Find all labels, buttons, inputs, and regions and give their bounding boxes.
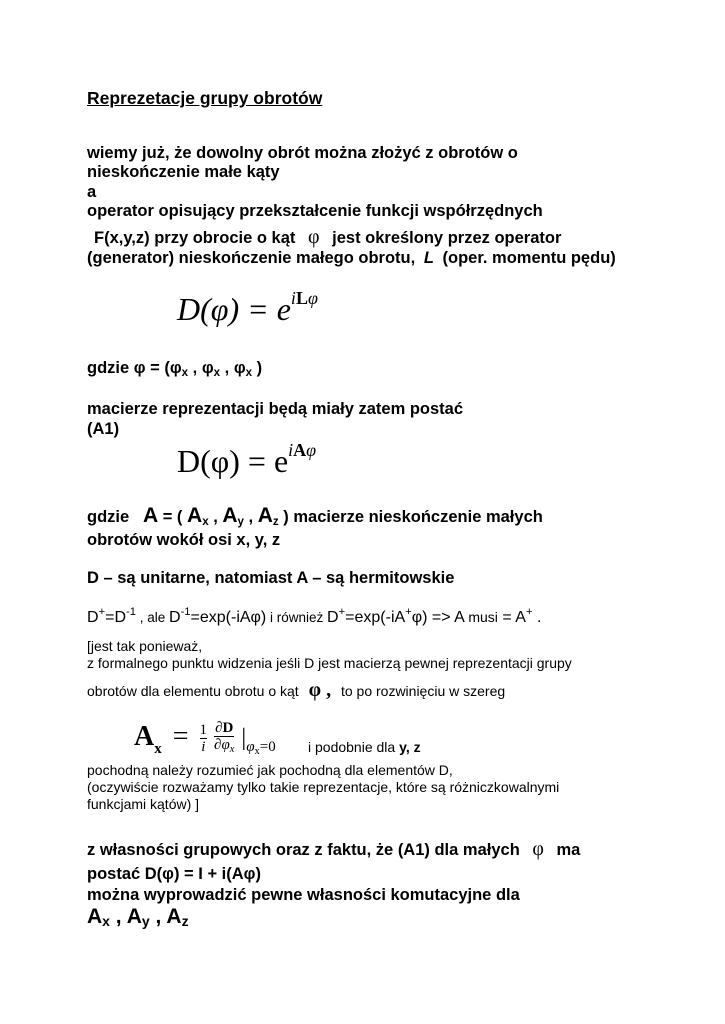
gdzie-A-line-2: obrotów wokół osi x, y, z <box>87 531 281 549</box>
phi-symbol: φ <box>308 226 320 248</box>
A-vector: A <box>142 504 159 527</box>
intro-line-1: wiemy już, że dowolny obrót można złożyć z obrotów o <box>87 144 518 162</box>
A-z-sub: z <box>272 516 279 528</box>
group-line-1 <box>87 839 580 860</box>
intro-line-4: operator opisujący przekształcenie funkcji współrzędnych <box>87 202 543 220</box>
note-line-2: z formalnego punktu widzenia jeśli D jest macierzą pewnej reprezentacji grupy <box>87 655 572 671</box>
gdzie-phi-end: ) <box>252 359 263 377</box>
eq3-A: A <box>134 721 155 752</box>
eq1-exp-i: i <box>290 288 296 308</box>
eq3-tail-b: y, z <box>399 739 421 755</box>
gdzie-phi-text: gdzie φ = (φ <box>87 359 182 377</box>
eq3-condition <box>246 739 276 755</box>
note2-line-1: pochodną należy rozumieć jak pochodną dla elementów D, <box>87 762 453 778</box>
eq2-exp-phi: φ <box>306 440 317 460</box>
matrices-line-1: macierze reprezentacji będą miały zatem postać <box>87 400 464 418</box>
note-line-1: [jest tak ponieważ, <box>87 638 203 654</box>
note-phi: φ , <box>308 679 332 701</box>
equation-A1 <box>177 440 316 480</box>
group-line-1-b: ma <box>556 841 581 859</box>
note2-line-3: funkcjami kątów) ] <box>87 796 200 812</box>
final-A-y-sub: y <box>141 913 150 929</box>
eq3-frac-2-den-sub: x <box>229 743 235 755</box>
eq2-exp-i: i <box>288 440 294 460</box>
rel-eqA: = A <box>497 609 526 626</box>
A-x: A <box>187 504 203 527</box>
final-A-z: A <box>166 905 182 928</box>
eq2-exp-A: A <box>293 440 307 460</box>
rel-end: . <box>532 609 542 626</box>
matrices-line-2: (A1) <box>87 420 120 438</box>
eq3-equals: = <box>172 721 189 752</box>
gdzie-A-post: ) macierze nieskończenie małych <box>283 508 543 526</box>
final-A-z-sub: z <box>181 913 189 929</box>
rel-sup-3: -1 <box>180 606 191 618</box>
intro-line-5 <box>94 227 561 248</box>
rel-sup-2: -1 <box>126 606 136 618</box>
gdzie-phi-line <box>87 358 262 383</box>
eq3-frac-1-den: i <box>201 739 206 756</box>
unitary-hermitian-line: D – są unitarne, natomiast A – są hermitowskie <box>87 569 455 587</box>
group-line-1-a: z własności grupowych oraz z faktu, że (A1) dla małych <box>87 841 520 859</box>
rel-rowniez: i również <box>266 610 328 625</box>
eq3-cond-phi: φ <box>246 739 255 755</box>
intro-line-5-text-a: F(x,y,z) przy obrocie o kąt <box>94 229 296 247</box>
relation-line <box>87 606 541 627</box>
phi-sub-2: x <box>213 367 221 379</box>
eq3-tail-a: i podobnie dla <box>308 739 400 755</box>
rel-sup-5: + <box>405 606 412 618</box>
eq3-frac-2-num: ∂D <box>215 719 234 736</box>
rel-exp1: =exp(-iAφ) <box>190 609 267 626</box>
rel-sup-4: + <box>338 606 346 618</box>
final-A-x: A <box>87 905 103 928</box>
eq3-frac-1-num: 1 <box>199 722 208 739</box>
rel-D3: D <box>327 609 339 626</box>
eq2-lhs: D(φ) = e <box>177 443 289 479</box>
final-sep-2: , <box>149 905 167 928</box>
eq3-tail <box>308 739 421 755</box>
rel-sup-1: + <box>98 606 106 618</box>
rel-musi: musi <box>468 609 498 625</box>
intro-line-5-text-b: jest określony przez operator <box>332 229 562 247</box>
phi-sub-3: x <box>245 367 253 379</box>
note-line-3 <box>87 679 505 702</box>
rel-exp2: =exp(-iA <box>345 609 406 626</box>
eq1-lhs: D(φ) = e <box>177 291 291 327</box>
intro-line-2: nieskończenie małe kąty <box>87 163 280 181</box>
final-A-x-sub: x <box>102 913 110 929</box>
note2-line-2: (oczywiście rozważamy tylko takie reprezentacje, które są różniczkowalnymi <box>87 779 560 795</box>
gdzie-A-line: gdzie A = ( $A_x$ , $A_y$ , $A_z$ ) macierze nieskończenie małych <box>87 504 543 528</box>
eq3-cond-val: =0 <box>259 739 276 755</box>
intro-line-6 <box>87 248 616 268</box>
equation-generator-L <box>177 288 318 328</box>
eq3-A-sub: x <box>154 741 162 757</box>
A-y: A <box>222 504 238 527</box>
A-y-sub: y <box>237 516 244 528</box>
rel-eqD: =D <box>105 609 127 626</box>
gdzie-A-pre: gdzie <box>87 508 130 526</box>
generators-list <box>87 905 189 929</box>
A-x-sub: x <box>202 516 209 528</box>
rel-ale: , ale <box>135 610 169 625</box>
group-phi: φ <box>532 838 544 860</box>
group-line-2: postać D(φ) = I + i(Aφ) <box>87 865 261 883</box>
group-line-3: można wyprowadzić pewne własności komutacyjne dla <box>87 886 520 904</box>
page-title: Reprezetacje grupy obrotów <box>87 88 323 108</box>
final-A-y: A <box>126 905 142 928</box>
gdzie-phi-sep-1: , φ <box>188 359 214 377</box>
eq3-cond-sub: x <box>254 746 260 757</box>
eq3-bar: | <box>241 725 247 751</box>
eq3-frac-2-den-phi: ∂φ <box>214 736 230 753</box>
rel-sup-6: + <box>525 606 533 618</box>
rel-D: D <box>87 609 99 626</box>
operator-L: L <box>423 249 434 267</box>
rel-D2: D <box>169 609 181 626</box>
eq1-exp-L: L <box>295 288 308 308</box>
eq1-exp-phi: φ <box>307 288 318 308</box>
note-line-3-b: to po rozwinięciu w szereg <box>340 683 506 699</box>
rel-implies: φ) => A <box>411 609 469 626</box>
intro-line-6-text-a: (generator) nieskończenie małego obrotu, <box>87 249 416 267</box>
phi-sub-1: x <box>181 367 189 379</box>
gdzie-A-eq: = ( <box>162 508 183 526</box>
A-z: A <box>257 504 273 527</box>
eq3-frac-2 <box>214 720 234 758</box>
final-sep-1: , <box>109 905 127 928</box>
gdzie-phi-sep-2: , φ <box>220 359 246 377</box>
note-line-3-a: obrotów dla elementu obrotu o kąt <box>87 683 299 699</box>
eq3-frac-2-den <box>214 736 234 758</box>
intro-line-6-text-b: (oper. momentu pędu) <box>442 249 616 267</box>
eq3-frac-1 <box>200 722 208 755</box>
intro-line-3: a <box>87 183 97 201</box>
